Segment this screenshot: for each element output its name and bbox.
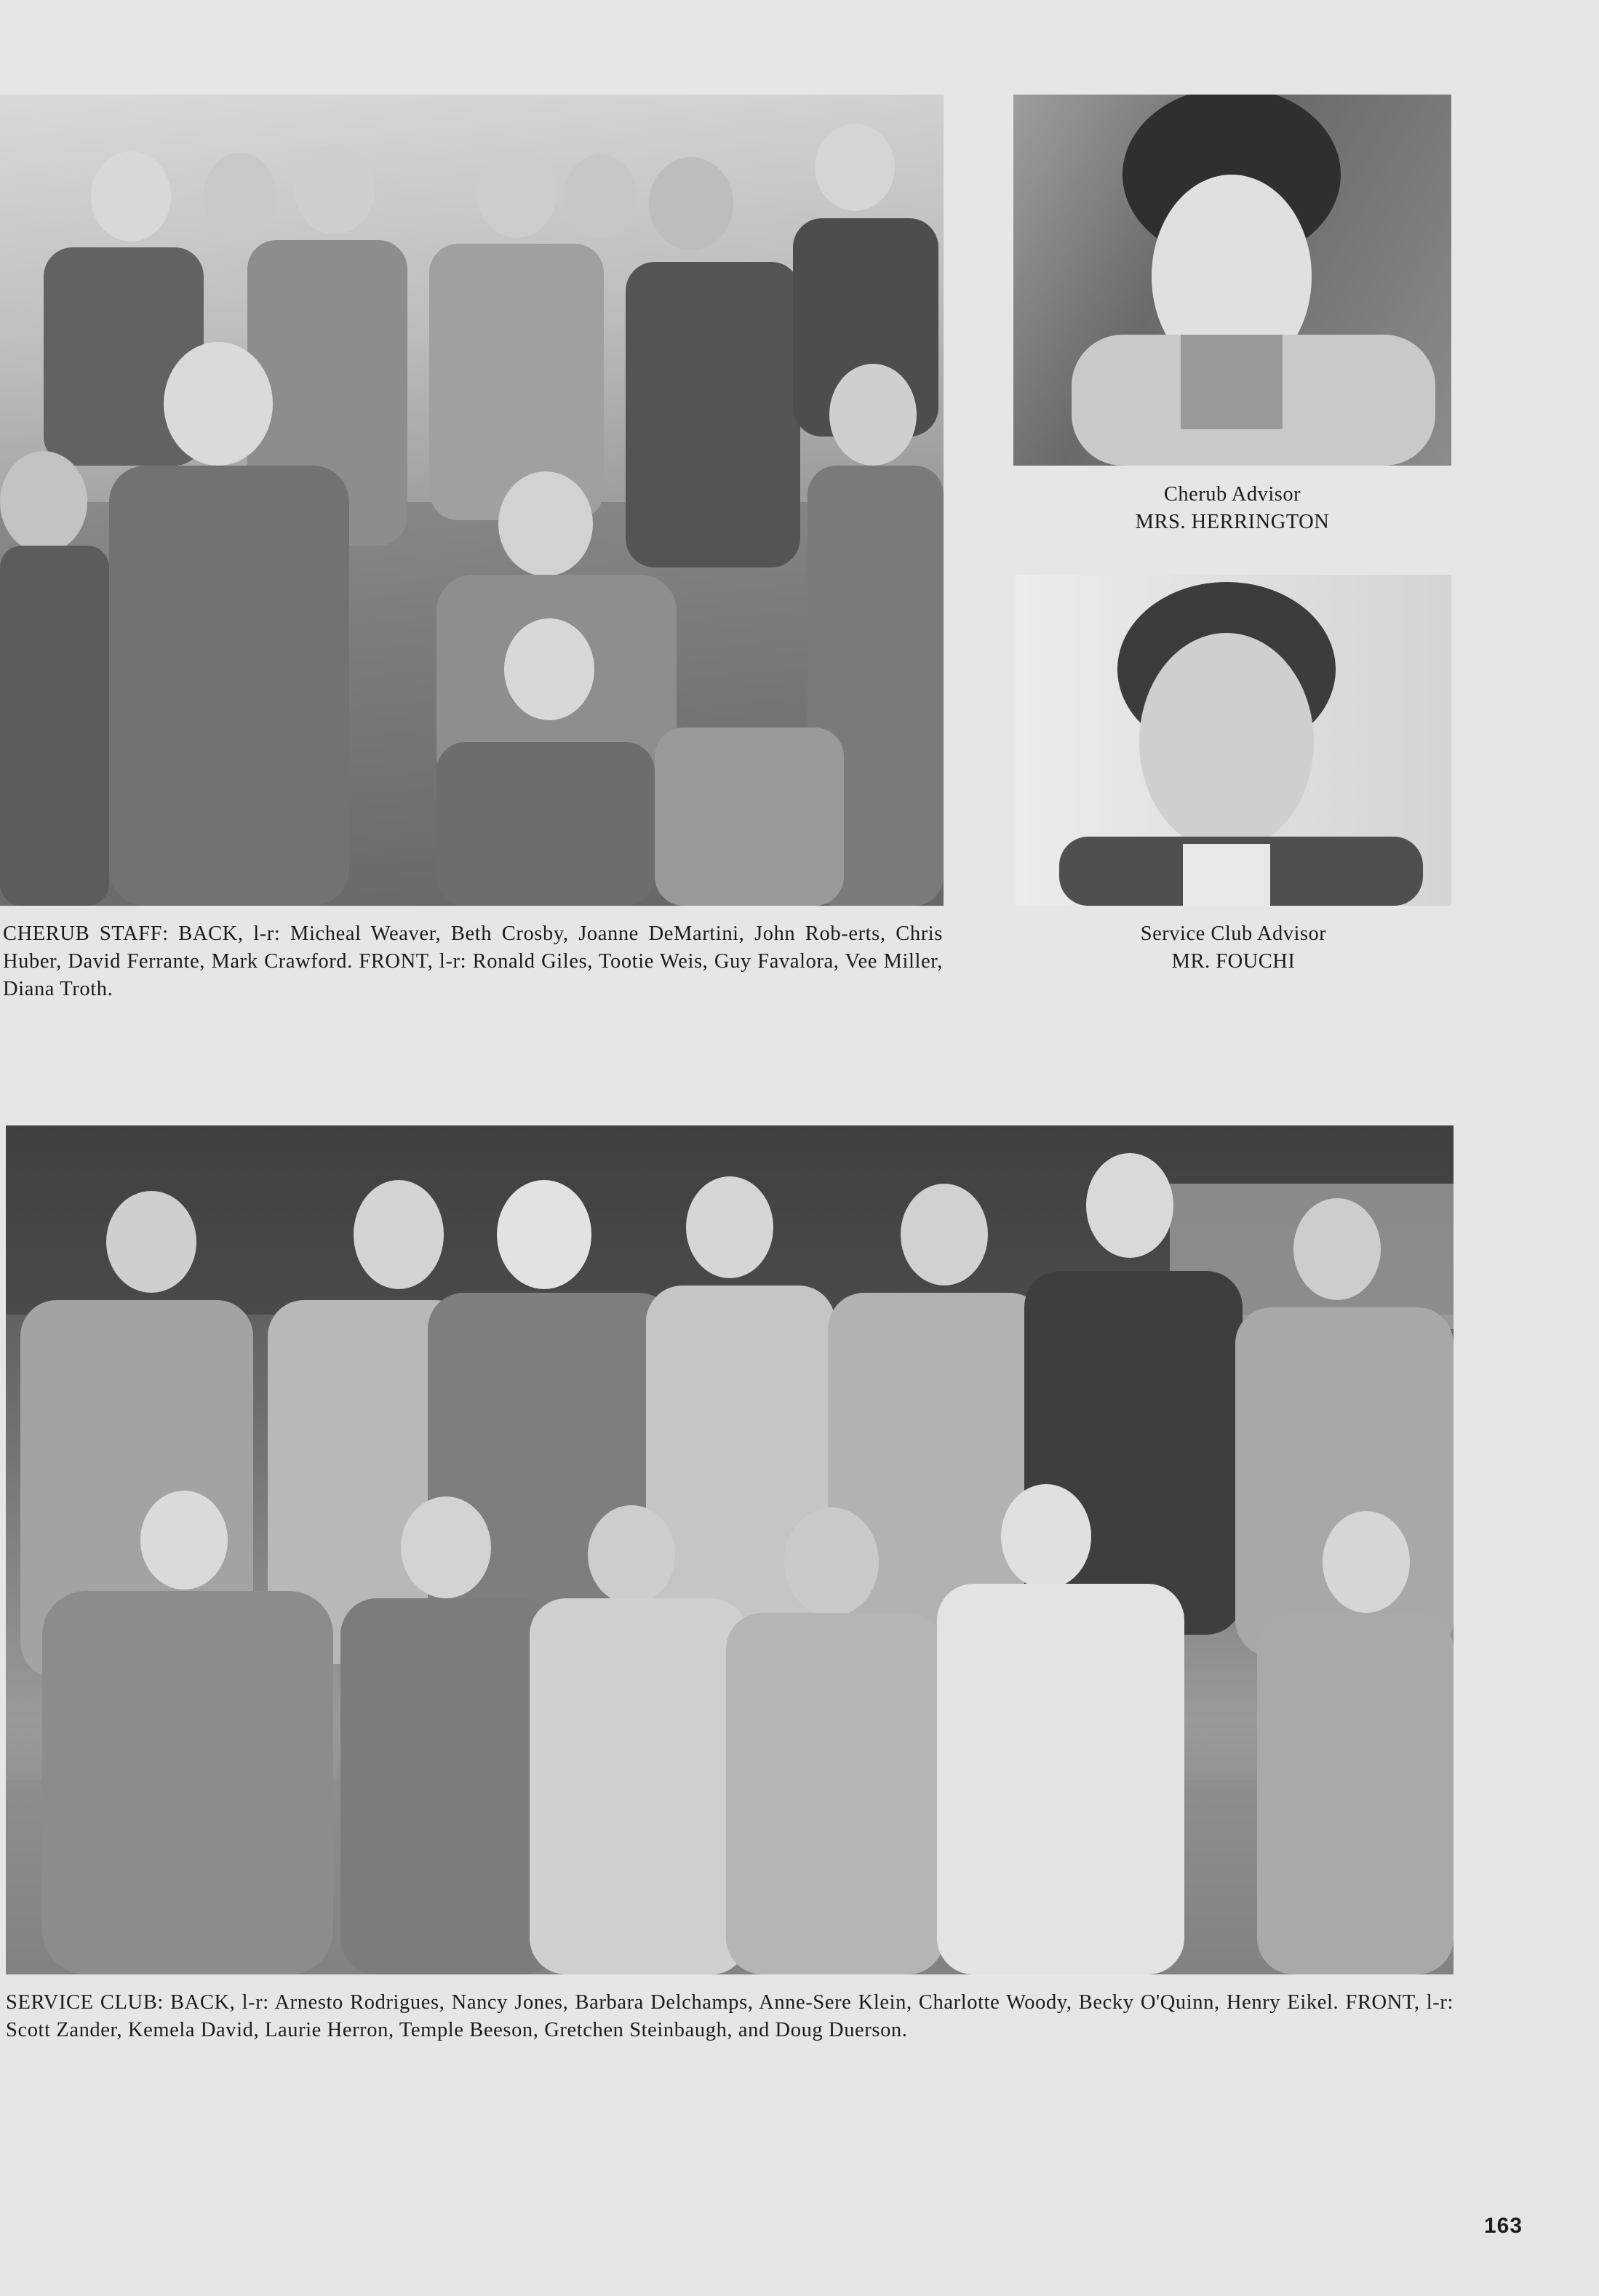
service-club-caption: SERVICE CLUB: BACK, l-r: Arnesto Rodrigues, Nancy Jones, Barbara Delchamps, Anne-Sere Klein, Charlotte Woody, Becky O'Quinn, Henry Eikel. FRONT, l-r: Scott Zander, Kemela David, Laurie Herron, Temple Beeson, Gretchen Steinbaugh, and Doug Duerson.	[6, 1991, 1454, 2041]
service-club-photo	[6, 1125, 1454, 1974]
fouchi-caption	[1016, 920, 1451, 976]
herrington-portrait-figure	[1013, 95, 1451, 466]
service-club-photo-figures	[6, 1125, 1454, 1974]
fouchi-portrait	[1016, 575, 1451, 906]
advisor-name: MRS. HERRINGTON	[1135, 511, 1330, 533]
advisor-role: Service Club Advisor	[1140, 922, 1327, 945]
advisor-name: MR. FOUCHI	[1171, 950, 1296, 973]
cherub-staff-photo	[0, 95, 944, 906]
cherub-staff-photo-figures	[0, 95, 944, 906]
advisor-role: Cherub Advisor	[1163, 483, 1301, 506]
page-number: 163	[1484, 2214, 1523, 2238]
herrington-caption	[1013, 481, 1451, 536]
fouchi-portrait-figure	[1016, 575, 1451, 906]
herrington-portrait	[1013, 95, 1451, 466]
cherub-staff-caption: CHERUB STAFF: BACK, l-r: Micheal Weaver, Beth Crosby, Joanne DeMartini, John Rob-erts, Chris Huber, David Ferrante, Mark Crawford. FRONT, l-r: Ronald Giles, Tootie Weis, Guy Favalora, Vee Miller, Diana Troth.	[3, 922, 943, 1000]
